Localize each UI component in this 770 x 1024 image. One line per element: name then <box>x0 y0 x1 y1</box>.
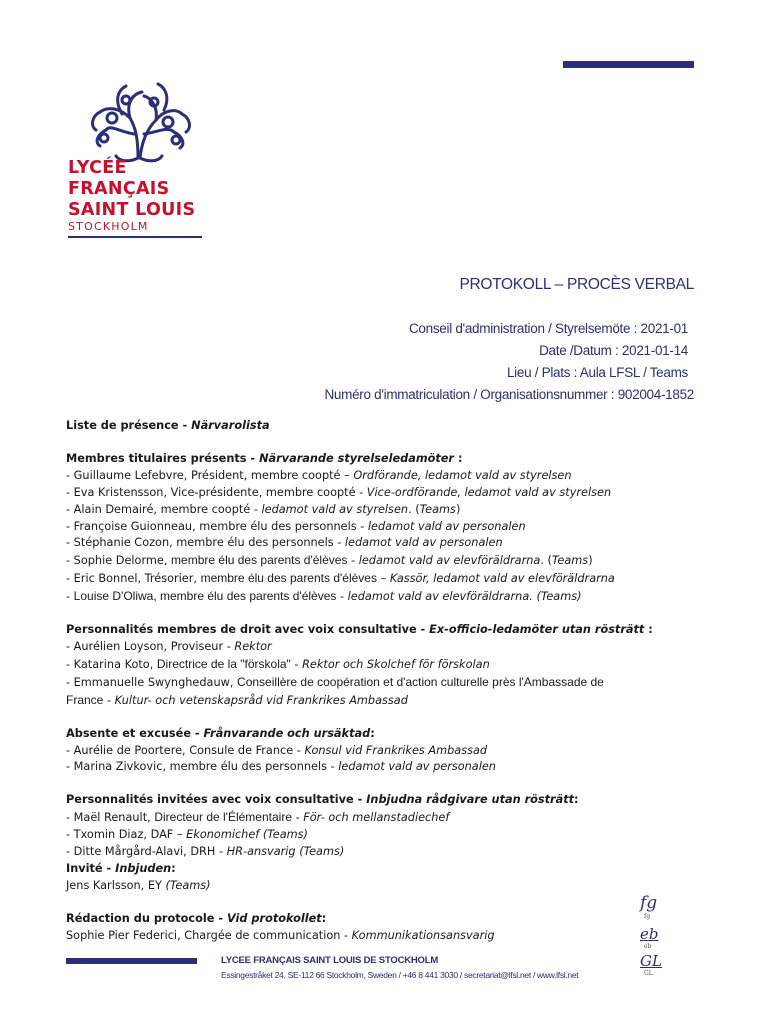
meeting-value: : 2021-01 <box>630 321 688 336</box>
list-item: - Marina Zivkovic, membre élu des personnels - ledamot vald av personalen <box>66 760 496 774</box>
logo-underline <box>68 236 202 238</box>
list-item: France - Kultur- och vetenskapsråd vid Frankrikes Ambassad <box>66 692 408 707</box>
document-title: PROTOKOLL – PROCÈS VERBAL <box>459 276 694 293</box>
list-item: - Emmanuelle Swynghedauw, Conseillère de coopération et d'action culturelle près l'Ambassade de <box>66 674 604 689</box>
meeting-line <box>409 321 694 336</box>
absent-heading: Absente et excusée - Frånvarande och ursäktad: <box>66 726 375 740</box>
header-accent-bar <box>563 61 694 68</box>
logo-wordmark <box>68 158 195 221</box>
list-item: - Txomin Diaz, DAF – Ekonomichef (Teams) <box>66 828 308 842</box>
list-item: - Katarina Koto, Directrice de la "förskola" - Rektor och Skolchef för förskolan <box>66 656 490 671</box>
list-item: - Ditte Mårgård-Alavi, DRH - HR-ansvarig (Teams) <box>66 845 345 859</box>
place-line <box>507 365 694 380</box>
initials-eb: eb eb <box>640 925 659 950</box>
registration-label: Numéro d'immatriculation / Organisationsnummer <box>324 387 608 402</box>
attendance-body <box>66 418 706 945</box>
date-line <box>539 343 694 358</box>
logo-line-1: LYCÉE <box>68 158 127 178</box>
footer-title: LYCEE FRANÇAIS SAINT LOUIS DE STOCKHOLM <box>221 955 439 966</box>
list-item: - Maël Renault, Directeur de l'Élémentaire - För- och mellanstadiechef <box>66 810 450 825</box>
redaction-heading: Rédaction du protocole - Vid protokollet: <box>66 911 327 925</box>
invited-heading: Personnalités invitées avec voix consultative - Inbjudna rådgivare utan rösträtt: <box>66 793 579 807</box>
date-label: Date /Datum <box>539 343 612 358</box>
guest-heading: Invité - Inbjuden: <box>66 861 176 875</box>
registration-line <box>324 387 694 402</box>
footer-accent-bar <box>66 958 197 964</box>
list-item: - Eva Kristensson, Vice-présidente, membre coopté - Vice-ordförande, ledamot vald av styrelsen <box>66 485 612 499</box>
list-item: - Aurélien Loyson, Proviseur - Rektor <box>66 639 272 653</box>
date-value: : 2021-01-14 <box>611 343 688 358</box>
presence-heading: Liste de présence - Närvarolista <box>66 419 270 432</box>
exofficio-heading: Personnalités membres de droit avec voix consultative - Ex-officio-ledamöter utan rösträtt : <box>66 623 653 637</box>
logo-city: STOCKHOLM <box>68 220 149 233</box>
place-value: : Aula LFSL / Teams <box>570 365 688 380</box>
list-item: - Françoise Guionneau, membre élu des personnels - ledamot vald av personalen <box>66 519 526 533</box>
logo-line-2: FRANÇAIS <box>68 179 170 199</box>
initials-gl: GL GL <box>640 952 662 977</box>
meeting-label: Conseil d'administration / Styrelsemöte <box>408 321 631 336</box>
list-item: - Sophie Delorme, membre élu des parents d'élèves - ledamot vald av elevföräldrarna. (Teams) <box>66 553 593 568</box>
list-item: Sophie Pier Federici, Chargée de communication - Kommunikationsansvarig <box>66 928 495 942</box>
list-item: Jens Karlsson, EY (Teams) <box>66 878 211 892</box>
footer-address: Essingestråket 24, SE-112 66 Stockholm, Sweden / +46 8 441 3030 / secretariat@lfsl.net / www.lfsl.net <box>221 970 579 980</box>
list-item: - Eric Bonnel, Trésorier, membre élu des parents d'élèves – Kassör, ledamot vald av elevföräldrarna <box>66 571 615 586</box>
place-label: Lieu / Plats <box>506 365 571 380</box>
registration-value: : 902004-1852 <box>607 387 694 402</box>
members-heading: Membres titulaires présents - Närvarande styrelseledamöter : <box>66 451 463 465</box>
list-item: - Stéphanie Cozon, membre élu des personnels - ledamot vald av personalen <box>66 536 503 550</box>
initials-fg: fg fg <box>640 893 658 920</box>
list-item: - Guillaume Lefebvre, Président, membre coopté – Ordförande, ledamot vald av styrelsen <box>66 468 572 482</box>
logo-line-3: SAINT LOUIS <box>68 200 196 220</box>
list-item: - Aurélie de Poortere, Consule de France - Konsul vid Frankrikes Ambassad <box>66 743 488 757</box>
list-item: - Alain Demairé, membre coopté - ledamot vald av styrelsen. (Teams) <box>66 502 461 516</box>
list-item: - Louise D'Oliwa, membre élu des parents d'élèves - ledamot vald av elevföräldrarna. (Teams) <box>66 589 582 604</box>
